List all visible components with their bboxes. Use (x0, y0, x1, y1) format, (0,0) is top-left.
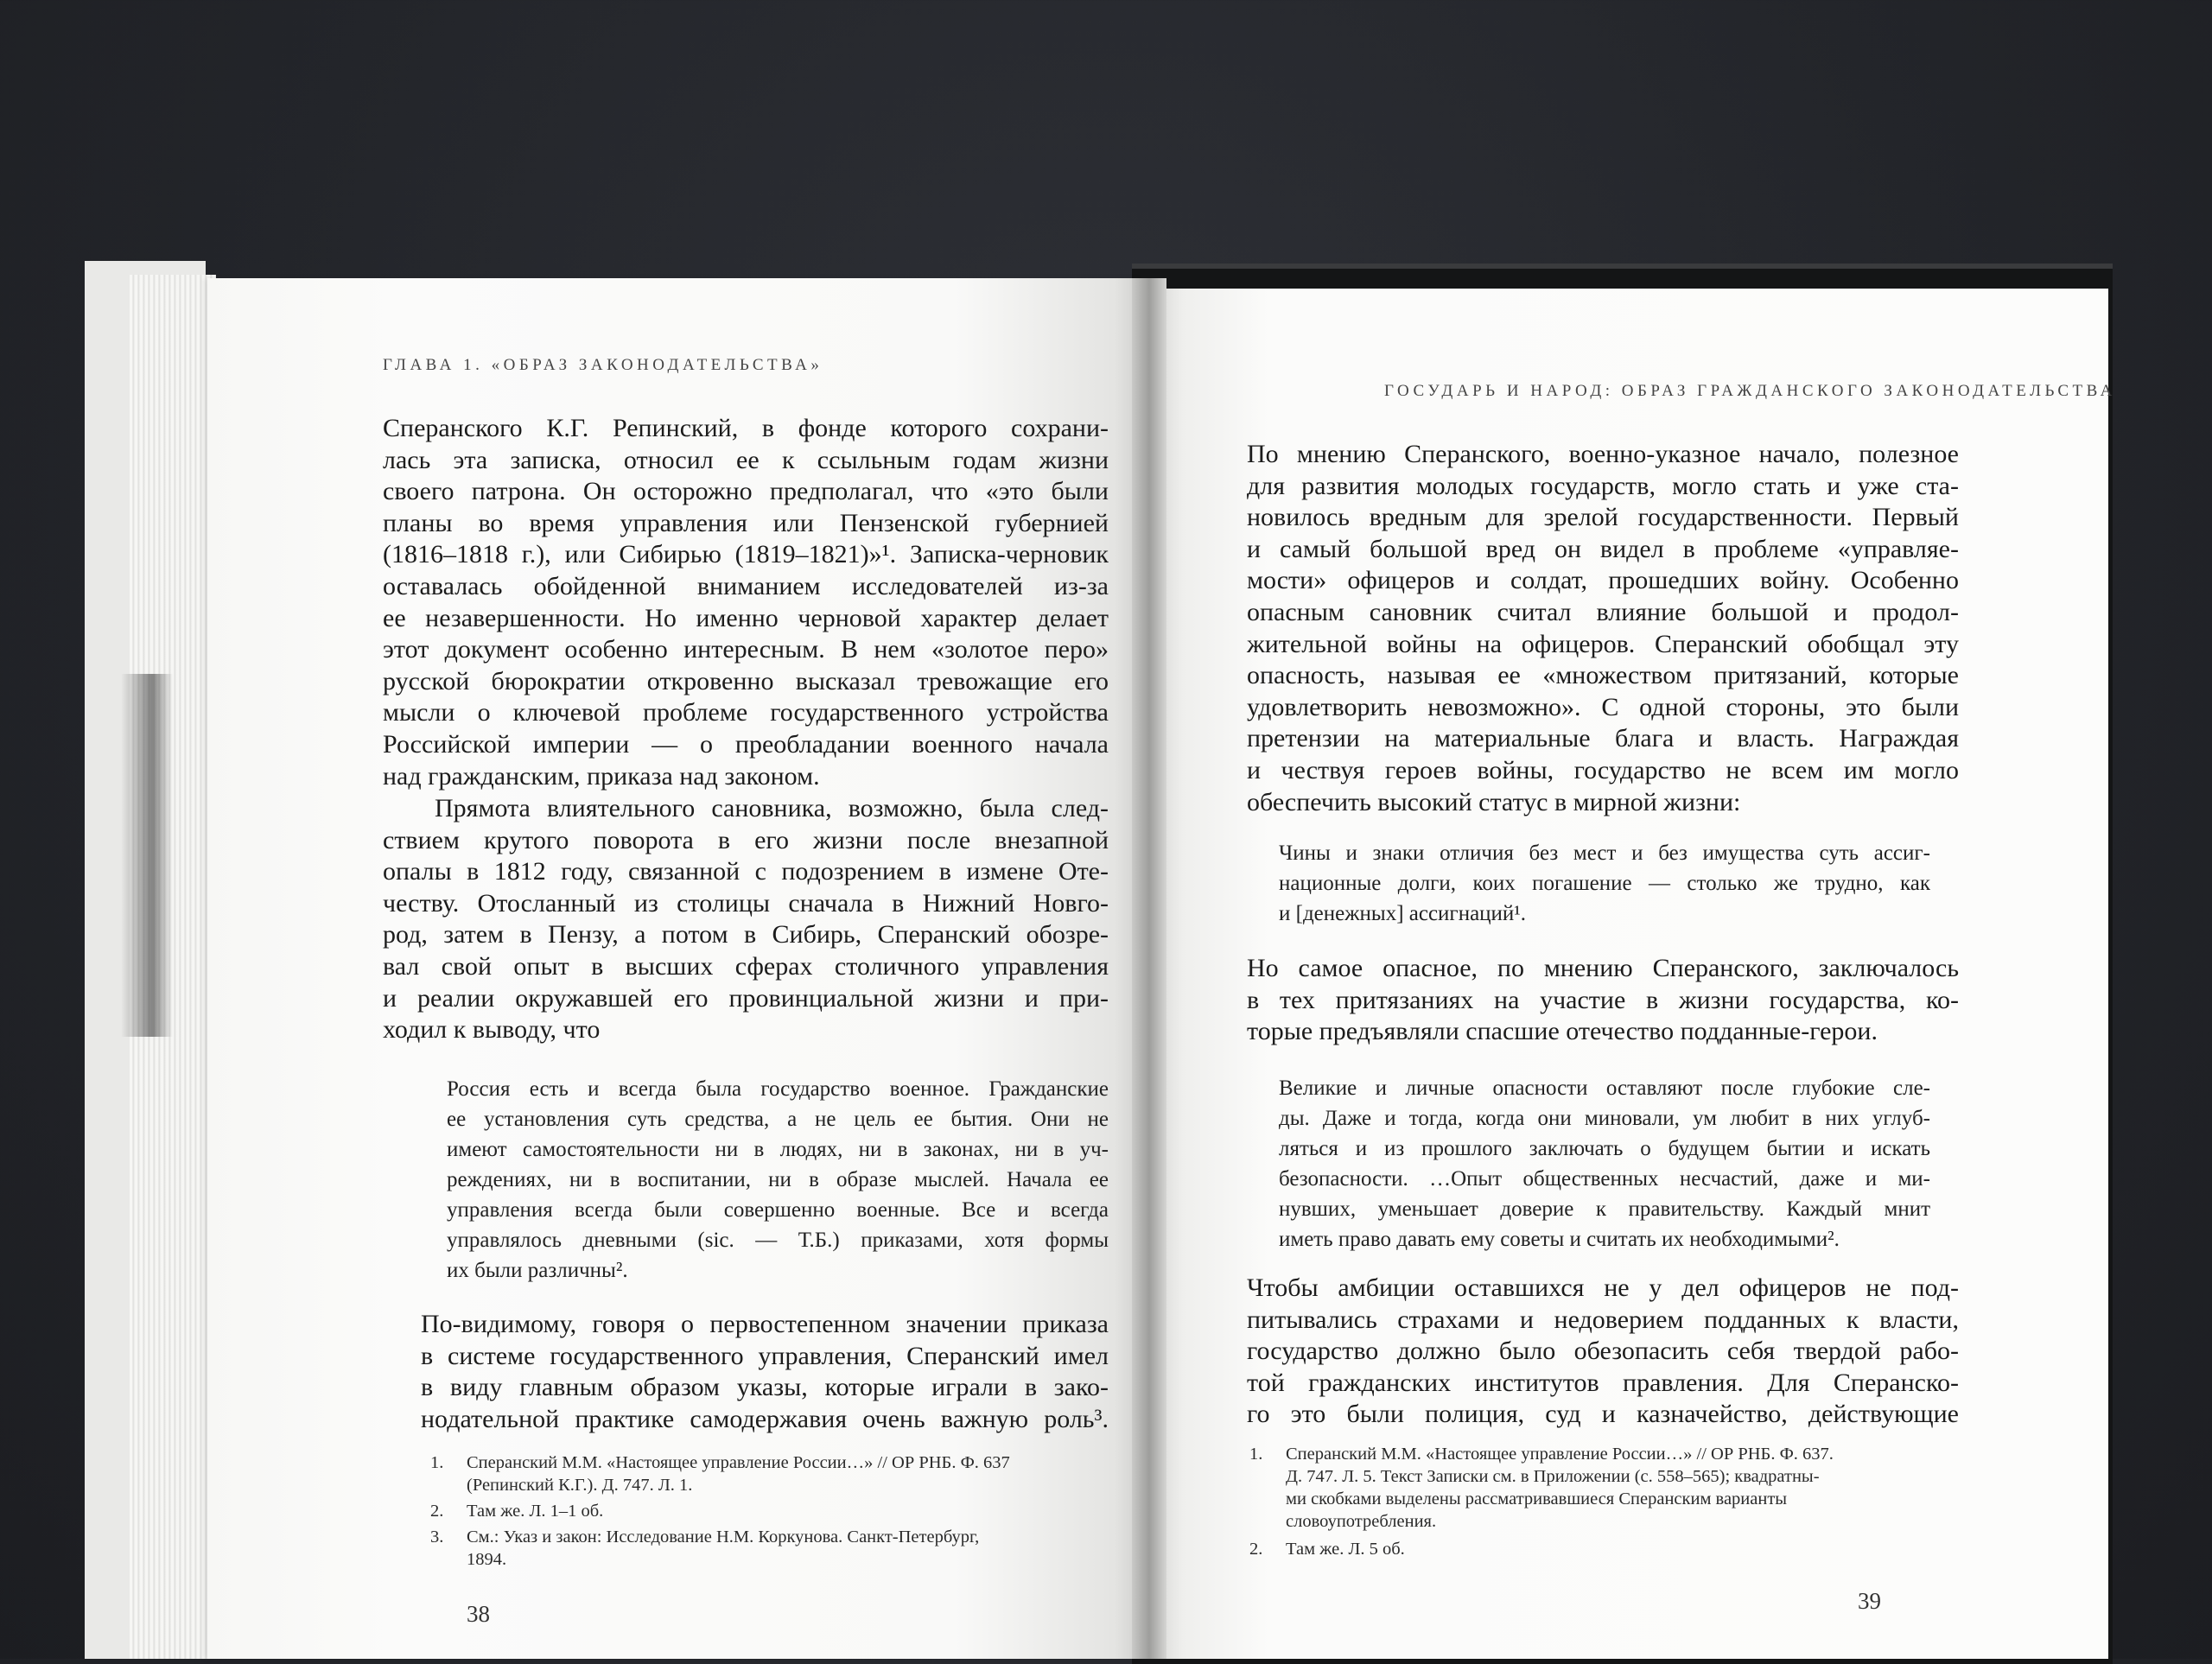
left-block-quote (447, 1074, 1109, 1286)
quote-line: иметь право давать ему советы и считать их необходимыми². (1279, 1228, 1840, 1251)
text-line: род, затем в Пензу, а потом в Сибирь, Сперанский обозре- (383, 920, 1109, 949)
footnote-line: Сперанский М.М. «Настоящее управление России…» // ОР РНБ. Ф. 637 (467, 1453, 1010, 1472)
text-line: удовлетворить невозможно». С одной стороны, это были (1247, 692, 1959, 721)
quote-line: реждениях, ни в воспитании, ни в образе мыслей. Начала ее (447, 1168, 1109, 1191)
text-line: Прямота влиятельного сановника, возможно, была след- (435, 794, 1109, 822)
quote-line: имеют самостоятельности ни в людях, ни в законах, ни в уч- (447, 1138, 1109, 1161)
text-line: го это были полиция, суд и казначейство, действующие (1247, 1400, 1959, 1429)
left-footnote-2 (430, 1500, 1122, 1524)
text-line: и самый большой вред он видел в проблеме «управляе- (1247, 534, 1959, 563)
quote-line: их были различны². (447, 1259, 628, 1282)
quote-line: управлялось дневными (sic. — Т.Б.) приказами, хотя формы (447, 1229, 1109, 1252)
text-line: Чтобы амбиции оставшихся не у дел офицеров не под- (1247, 1273, 1959, 1302)
text-line: в тех притязаниях на участие в жизни государства, ко- (1247, 985, 1959, 1014)
footnote-number: 2. (430, 1502, 444, 1521)
text-line: ее незавершенности. Но именно черновой характер делает (383, 603, 1109, 632)
quote-line: ды. Даже и тогда, когда они миновали, ум любит в них углуб- (1279, 1107, 1930, 1130)
left-running-head: ГЛАВА 1. «ОБРАЗ ЗАКОНОДАТЕЛЬСТВА» (383, 356, 823, 374)
text-line: Сперанского К.Г. Репинский, в фонде которого сохрани- (383, 414, 1109, 442)
left-footnote-1 (430, 1451, 1122, 1500)
left-paragraph-1 (383, 413, 1109, 792)
right-paragraph-3 (1247, 1273, 1959, 1431)
footnote-number: 2. (1249, 1540, 1263, 1559)
text-line: государство должно было обезопасить себя твердой рабо- (1247, 1337, 1959, 1366)
text-line: торые предъявляли спасшие отечество подданные-герои. (1247, 1017, 1878, 1046)
text-line: новилось вредным для зрелой государственности. Первый (1247, 503, 1959, 532)
text-line: и чествуя героев войны, государство не всем им могло (1247, 755, 1959, 784)
right-paragraph-1 (1247, 439, 1959, 818)
right-footnote-2 (1249, 1538, 1941, 1562)
text-line: лась эта записка, относил ее к ссыльным годам жизни (383, 445, 1109, 474)
text-line: ствием крутого поворота в его жизни после внезапной (383, 825, 1109, 854)
text-line: претензии на материальные блага и власть. Награждая (1247, 724, 1959, 753)
left-page-number: 38 (467, 1601, 490, 1627)
text-line: По-видимому, говоря о первостепенном значении приказа (421, 1310, 1109, 1338)
quote-line: ее установления суть средства, а не цель ее бытия. Они не (447, 1108, 1109, 1131)
quote-line: национные долги, коих погашение — столько же трудно, как (1279, 872, 1930, 895)
text-line: опасным сановник считал влияние большой и продол- (1247, 597, 1959, 626)
right-paragraph-2 (1247, 953, 1959, 1048)
quote-line: и [денежных] ассигнаций¹. (1279, 902, 1527, 925)
text-line: для развития молодых государств, могло стать и уже ста- (1247, 471, 1959, 500)
right-footnote-1 (1249, 1443, 1941, 1538)
text-line: ходил к выводу, что (383, 1015, 601, 1045)
text-line: мысли о ключевой проблеме государственного устройства (383, 698, 1109, 727)
footnote-line: словоупотребления. (1286, 1512, 1437, 1531)
left-footnote-3 (430, 1526, 1122, 1574)
footnote-line: ми скобками выделены рассматривавшиеся Сперанским варианты (1286, 1489, 1788, 1508)
text-line: этот документ особенно интересным. В нем «золотое перо» (383, 635, 1109, 664)
text-line: (1816–1818 г.), или Сибирью (1819–1821)»¹. Записка-черновик (383, 540, 1109, 569)
quote-line: управления всегда были совершенно военные. Все и всегда (447, 1198, 1109, 1222)
text-line: опалы в 1812 году, связанной с подозрением в измене Оте- (383, 857, 1109, 886)
right-block-quote-2 (1279, 1073, 1930, 1254)
footnote-number: 1. (1249, 1445, 1263, 1464)
footnote-line: См.: Указ и закон: Исследование Н.М. Коркунова. Санкт-Петербург, (467, 1527, 980, 1547)
text-line: над гражданским, приказа над законом. (383, 761, 820, 791)
footnote-line: 1894. (467, 1550, 507, 1569)
text-line: жительной войны на офицеров. Сперанский обобщал эту (1247, 629, 1959, 658)
text-line: питывались страхами и недоверием подданных к власти, (1247, 1305, 1959, 1334)
book-gutter (1132, 278, 1166, 1659)
right-page-number: 39 (1858, 1588, 1881, 1614)
right-block-quote-1 (1279, 838, 1930, 929)
text-line: мости» офицеров и солдат, прошедших войну. Особенно (1247, 566, 1959, 595)
text-line: своего патрона. Он осторожно предполагал, что «это были (383, 477, 1109, 506)
text-line: опасность, называя ее «множеством притязаний, которые (1247, 661, 1959, 690)
text-line: честву. Отосланный из столицы сначала в Нижний Новго- (383, 888, 1109, 918)
text-line: и реалии окружавшей его провинциальной жизни и при- (383, 983, 1109, 1013)
footnote-line: Сперанский М.М. «Настоящее управление России…» // ОР РНБ. Ф. 637. (1286, 1445, 1834, 1464)
text-line: оставалась обойденной вниманием исследователей из-за (383, 571, 1109, 600)
quote-line: Чины и знаки отличия без мест и без имущества суть ассиг- (1279, 842, 1930, 865)
quote-line: ляться и из прошлого заключать о будущем бытии и искать (1279, 1137, 1930, 1160)
footnote-line: (Репинский К.Г.). Д. 747. Л. 1. (467, 1476, 693, 1495)
text-line: в виду главным образом указы, которые играли в зако- (421, 1373, 1109, 1402)
text-line: в системе государственного управления, Сперанский имел (421, 1341, 1109, 1370)
footnote-number: 3. (430, 1527, 444, 1547)
quote-line: Великие и личные опасности оставляют после глубокие сле- (1279, 1077, 1930, 1100)
left-paragraph-2 (383, 793, 1109, 1046)
left-paragraph-3 (421, 1309, 1109, 1435)
right-running-head: ГОСУДАРЬ И НАРОД: ОБРАЗ ГРАЖДАНСКОГО ЗАКОНОДАТЕЛЬСТВА (1384, 382, 2116, 400)
text-line: обеспечить высокий статус в мирной жизни: (1247, 787, 1741, 816)
text-line: нодательной практике самодержавия очень важную роль³. (421, 1404, 1109, 1433)
footnote-line: Там же. Л. 1–1 об. (467, 1502, 604, 1521)
text-line: планы во время управления или Пензенской губернией (383, 508, 1109, 537)
text-line: Российской империи — о преобладании военного начала (383, 729, 1109, 759)
footnote-number: 1. (430, 1453, 444, 1472)
text-line: той гражданских институтов правления. Для Сперанско- (1247, 1368, 1959, 1397)
footnote-line: Д. 747. Л. 5. Текст Записки см. в Приложении (с. 558–565); квадратны- (1286, 1467, 1820, 1486)
quote-line: Россия есть и всегда была государство военное. Гражданские (447, 1077, 1109, 1101)
text-line: русской бюрократии откровенно высказал тревожащие его (383, 666, 1109, 695)
bookmark-shadow (121, 674, 173, 1037)
text-line: Но самое опасное, по мнению Сперанского, заключалось (1247, 954, 1959, 982)
quote-line: нувших, уменьшает доверие к правительству. Каждый мнит (1279, 1197, 1930, 1221)
text-line: вал свой опыт в высших сферах столичного управления (383, 951, 1109, 981)
footnote-line: Там же. Л. 5 об. (1286, 1540, 1405, 1559)
quote-line: безопасности. …Опыт общественных несчастий, даже и ми- (1279, 1167, 1930, 1191)
text-line: По мнению Сперанского, военно-указное начало, полезное (1247, 440, 1959, 468)
